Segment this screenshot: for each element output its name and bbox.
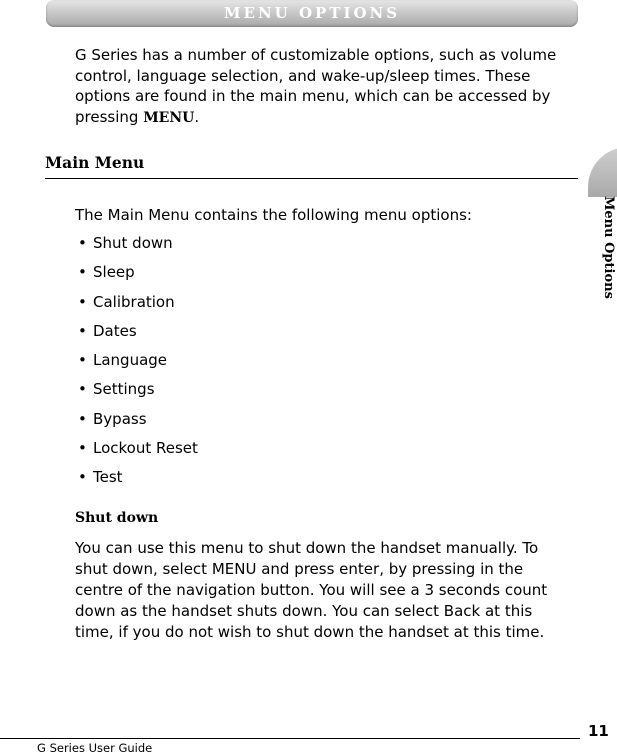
list-item-label: Calibration — [93, 292, 175, 311]
menu-keyword: MENU — [143, 109, 195, 126]
bullet-icon: • — [78, 351, 87, 369]
menu-options-list — [78, 233, 198, 496]
shut-down-paragraph: You can use this menu to shut down the handset manually. To shut down, select MENU and press enter, by pressing in the centre of the navigation button. You will see a 3 seconds count down as the handset shuts down. You can select Back at this time, if you do not wish to shut down the handset at this time. — [75, 539, 548, 641]
subsection-title-shut-down: Shut down — [75, 510, 159, 526]
bullet-icon: • — [78, 438, 87, 457]
list-item — [78, 233, 198, 262]
section-title-main-menu: Main Menu — [45, 153, 145, 172]
list-item-label: Shut down — [93, 234, 173, 252]
intro-paragraph — [75, 45, 580, 128]
list-item — [78, 292, 198, 321]
list-item-label: Lockout Reset — [93, 438, 198, 457]
bullet-icon: • — [78, 409, 87, 428]
list-item-label: Bypass — [93, 409, 147, 428]
page-number: 11 — [588, 722, 609, 740]
list-item-label: Sleep — [93, 263, 135, 282]
list-item — [78, 409, 198, 438]
list-item — [78, 467, 198, 496]
footer-divider — [0, 738, 580, 739]
bullet-icon: • — [78, 292, 87, 311]
bullet-icon: • — [78, 321, 87, 340]
list-item-label: Test — [93, 468, 123, 486]
bullet-icon: • — [78, 468, 87, 486]
intro-text: G Series has a number of customizable options, such as volume control, language selection, and wake-up/sleep times. These options are found in the main menu, which can be accessed by pressing — [75, 46, 557, 126]
list-item-label: Dates — [93, 321, 137, 340]
section-divider — [45, 178, 578, 179]
bullet-icon: • — [78, 380, 87, 399]
list-item-label: Language — [93, 351, 168, 369]
footer-guide-title: G Series User Guide — [37, 741, 153, 755]
intro-period: . — [194, 107, 200, 126]
list-item — [78, 321, 198, 350]
list-item — [78, 379, 198, 408]
list-item — [78, 438, 198, 467]
side-tab-decoration — [588, 147, 617, 197]
side-tab-label: Menu Options — [601, 196, 616, 299]
bullet-icon: • — [78, 263, 87, 282]
main-menu-intro: The Main Menu contains the following menu options: — [75, 206, 472, 224]
page-title: MENU OPTIONS — [223, 4, 401, 22]
list-item-label: Settings — [93, 380, 155, 399]
header-banner — [46, 0, 578, 27]
bullet-icon: • — [78, 234, 87, 252]
list-item — [78, 262, 198, 291]
list-item — [78, 350, 198, 379]
